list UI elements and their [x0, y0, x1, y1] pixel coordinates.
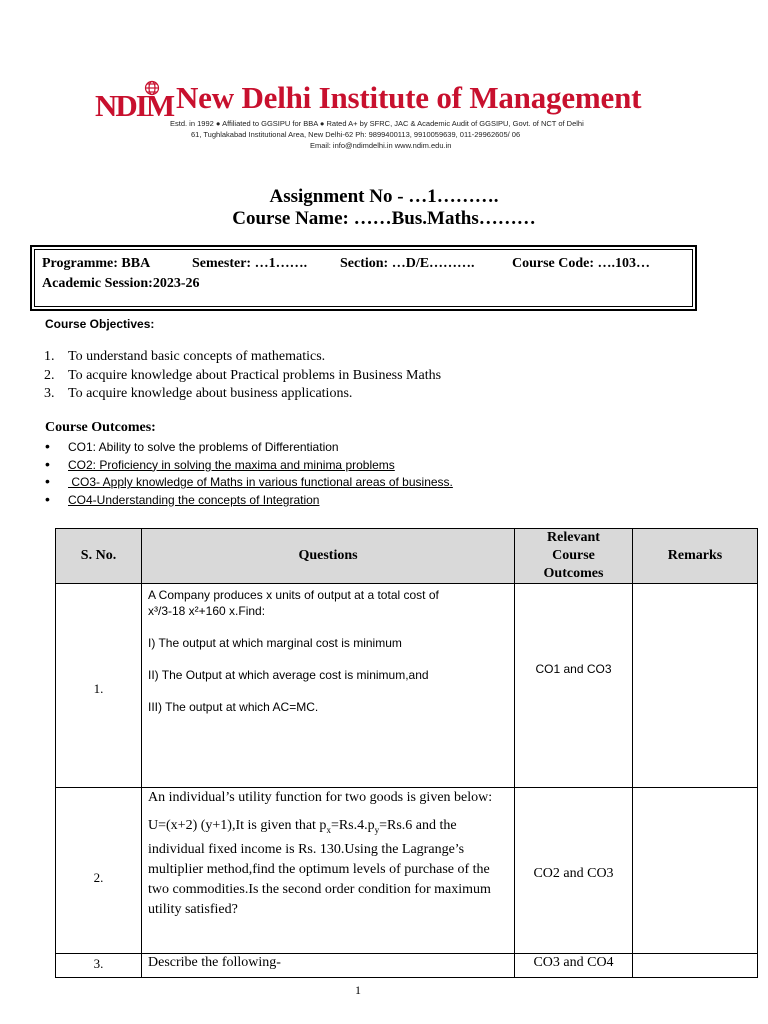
outcomes-header: Relevant Course Outcomes [515, 529, 633, 584]
outcomes-cell: CO2 and CO3 [515, 788, 633, 954]
outcomes-heading: Course Outcomes: [45, 420, 156, 435]
table-row [56, 954, 758, 978]
institute-contact: Email: info@ndimdelhi.in www.ndim.edu.in [310, 141, 452, 150]
outcomes-cell: CO3 and CO4 [515, 954, 633, 978]
outcomes-list [45, 440, 453, 510]
outcomes-cell: CO1 and CO3 [515, 584, 633, 788]
course-name-title: Course Name: ……Bus.Maths……… [232, 208, 536, 229]
semester-label: Semester: …1……. [192, 256, 308, 271]
objectives-list [44, 349, 441, 405]
sno-header: S. No. [56, 529, 142, 584]
table-row [56, 788, 758, 954]
table-row [56, 584, 758, 788]
questions-header: Questions [142, 529, 515, 584]
question-cell: Describe the following- [142, 954, 515, 978]
svg-text:NDIM: NDIM [95, 88, 174, 123]
list-item: 3. To acquire knowledge about business applications. [44, 386, 353, 401]
list-item: • CO3- Apply knowledge of Maths in various functional areas of business. [45, 473, 453, 489]
assignment-title: Assignment No - …1………. [269, 186, 499, 207]
ndim-logo [95, 80, 174, 123]
section-label: Section: …D/E………. [340, 256, 475, 271]
list-item: • CO4-Understanding the concepts of Integration [45, 490, 320, 507]
remarks-cell [633, 584, 758, 788]
programme-label: Programme: BBA [42, 256, 151, 271]
question-cell: An individual’s utility function for two goods is given below: U=(x+2) (y+1),It is given that $p_x=Rs.4.p_y=Rs.6$ and the individual fixed income is Rs. 130.Using the Lagrange’s multiplier method,find the optimum levels of purchase of the two commodities.Is the second order condition for maximum utility satisfied? [142, 788, 515, 954]
row-number: 2. [56, 788, 142, 954]
list-item: • CO2: Proficiency in solving the maxima and minima problems [45, 455, 395, 472]
question-cell: A Company produces x units of output at a total cost of x³/3-18 x²+160 x.Find: I) The output at which marginal cost is minimum II) The Output at which average cost is minimum,and III) The output at which AC=MC. [142, 584, 515, 788]
remarks-cell [633, 954, 758, 978]
academic-session: Academic Session:2023-26 [42, 276, 200, 291]
table-header-row [56, 529, 758, 584]
programme-info-box [30, 245, 697, 311]
page-number: 1 [355, 983, 361, 997]
remarks-header: Remarks [633, 529, 758, 584]
row-number: 1. [56, 584, 142, 788]
questions-table [55, 528, 758, 978]
institute-affiliation: Estd. in 1992 ● Affiliated to GGSIPU for BBA ● Rated A+ by SFRC, JAC & Academic Audit of GGSIPU, Govt. of NCT of Delhi [170, 119, 584, 128]
institute-name: New Delhi Institute of Management [176, 80, 642, 115]
institute-address: 61, Tughlakabad Institutional Area, New Delhi-62 Ph: 9899400113, 9910059639, 011-29962605/ 06 [191, 130, 521, 139]
course-code-label: Course Code: ….103… [512, 256, 651, 271]
objectives-heading: Course Objectives: [45, 317, 155, 331]
list-item: 1. To understand basic concepts of mathematics. [44, 349, 326, 364]
list-item: 2. To acquire knowledge about Practical problems in Business Maths [44, 367, 442, 383]
list-item: • CO1: Ability to solve the problems of Differentiation [45, 438, 339, 454]
remarks-cell [633, 788, 758, 954]
row-number: 3. [56, 954, 142, 978]
